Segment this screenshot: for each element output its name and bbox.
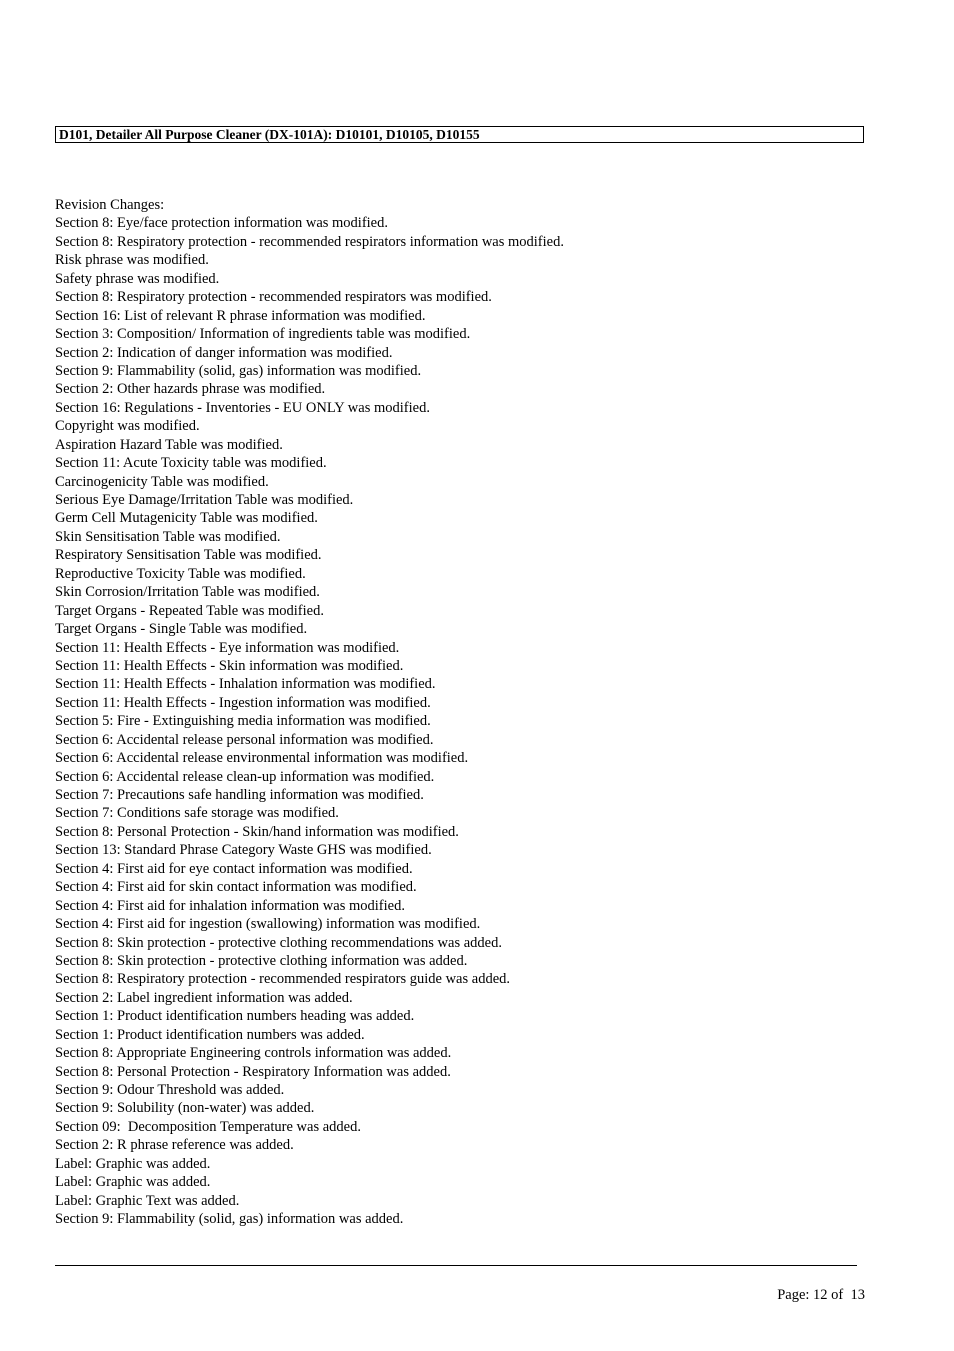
revision-item: Section 13: Standard Phrase Category Waste GHS was modified.	[55, 842, 432, 859]
revision-item: Section 8: Personal Protection - Skin/hand information was modified.	[55, 823, 459, 840]
revision-item: Section 4: First aid for ingestion (swallowing) information was modified.	[55, 916, 481, 933]
revision-item: Section 2: Label ingredient information was added.	[55, 989, 353, 1006]
revision-changes	[55, 196, 875, 1229]
revision-item: Section 09: Decomposition Temperature was added.	[55, 1118, 361, 1135]
revision-item: Label: Graphic was added.	[55, 1155, 211, 1172]
revision-item: Target Organs - Repeated Table was modified.	[55, 602, 324, 619]
revision-item: Risk phrase was modified.	[55, 252, 209, 269]
revision-item: Section 11: Acute Toxicity table was modified.	[55, 455, 327, 472]
revision-item: Label: Graphic was added.	[55, 1174, 211, 1191]
revision-item: Section 2: Other hazards phrase was modified.	[55, 381, 326, 398]
revision-item: Section 6: Accidental release environmental information was modified.	[55, 750, 469, 767]
revision-item: Section 11: Health Effects - Skin information was modified.	[55, 657, 404, 674]
document-header-title: D101, Detailer All Purpose Cleaner (DX-101A): D10101, D10105, D10155	[55, 126, 864, 143]
revision-item: Skin Sensitisation Table was modified.	[55, 528, 281, 545]
revision-item: Carcinogenicity Table was modified.	[55, 473, 269, 490]
revision-item: Section 8: Personal Protection - Respiratory Information was added.	[55, 1063, 451, 1080]
revision-item: Section 4: First aid for eye contact information was modified.	[55, 860, 413, 877]
revision-item: Section 8: Respiratory protection - recommended respirators information was modified.	[55, 233, 564, 250]
revision-item: Section 7: Conditions safe storage was modified.	[55, 805, 339, 822]
revision-item: Section 3: Composition/ Information of ingredients table was modified.	[55, 326, 471, 343]
revision-item: Reproductive Toxicity Table was modified.	[55, 565, 306, 582]
revision-item: Section 9: Odour Threshold was added.	[55, 1082, 285, 1098]
revision-item: Section 9: Flammability (solid, gas) information was added.	[55, 1211, 404, 1228]
revision-item: Section 4: First aid for skin contact information was modified.	[55, 879, 417, 896]
revision-item: Section 1: Product identification numbers was added.	[55, 1026, 365, 1043]
revision-item: Section 11: Health Effects - Ingestion information was modified.	[55, 694, 431, 711]
revision-item: Safety phrase was modified.	[55, 270, 220, 287]
revision-item: Germ Cell Mutagenicity Table was modified.	[55, 510, 318, 527]
footer-divider	[55, 1265, 857, 1266]
revision-item: Section 8: Skin protection - protective clothing recommendations was added.	[55, 934, 502, 951]
revision-item: Section 16: Regulations - Inventories - EU ONLY was modified.	[55, 399, 430, 416]
revision-item: Section 2: R phrase reference was added.	[55, 1137, 294, 1154]
revision-item: Section 4: First aid for inhalation information was modified.	[55, 897, 405, 914]
revision-item: Section 9: Solubility (non-water) was added.	[55, 1100, 315, 1117]
revision-item: Section 5: Fire - Extinguishing media information was modified.	[55, 713, 431, 730]
revision-item: Serious Eye Damage/Irritation Table was modified.	[55, 492, 354, 508]
revision-item: Section 9: Flammability (solid, gas) information was modified.	[55, 362, 422, 379]
revision-item: Respiratory Sensitisation Table was modified.	[55, 547, 322, 564]
revision-item: Section 6: Accidental release clean-up information was modified.	[55, 768, 435, 785]
revision-item: Section 8: Respiratory protection - recommended respirators guide was added.	[55, 971, 511, 988]
revision-item: Section 11: Health Effects - Inhalation information was modified.	[55, 676, 436, 693]
revision-item: Section 6: Accidental release personal information was modified.	[55, 731, 434, 748]
revision-item: Section 1: Product identification numbers heading was added.	[55, 1008, 415, 1025]
revision-item: Skin Corrosion/Irritation Table was modified.	[55, 584, 320, 601]
revision-item: Section 7: Precautions safe handling information was modified.	[55, 787, 424, 803]
revision-item: Section 8: Eye/face protection information was modified.	[55, 215, 388, 232]
revision-item: Section 16: List of relevant R phrase information was modified.	[55, 307, 426, 324]
revision-item: Section 8: Skin protection - protective clothing information was added.	[55, 952, 468, 969]
revision-item: Section 11: Health Effects - Eye information was modified.	[55, 639, 400, 656]
revision-item: Copyright was modified.	[55, 418, 200, 435]
revision-item: Aspiration Hazard Table was modified.	[55, 436, 283, 453]
revision-item: Section 8: Respiratory protection - recommended respirators was modified.	[55, 289, 492, 306]
revision-heading: Revision Changes:	[55, 197, 165, 213]
revision-item: Label: Graphic Text was added.	[55, 1192, 240, 1209]
revision-item: Target Organs - Single Table was modified.	[55, 621, 308, 638]
page-number: Page: 12 of 13	[777, 1287, 865, 1303]
revision-list	[55, 214, 875, 1228]
revision-item: Section 8: Appropriate Engineering controls information was added.	[55, 1045, 452, 1062]
revision-item: Section 2: Indication of danger information was modified.	[55, 344, 393, 361]
